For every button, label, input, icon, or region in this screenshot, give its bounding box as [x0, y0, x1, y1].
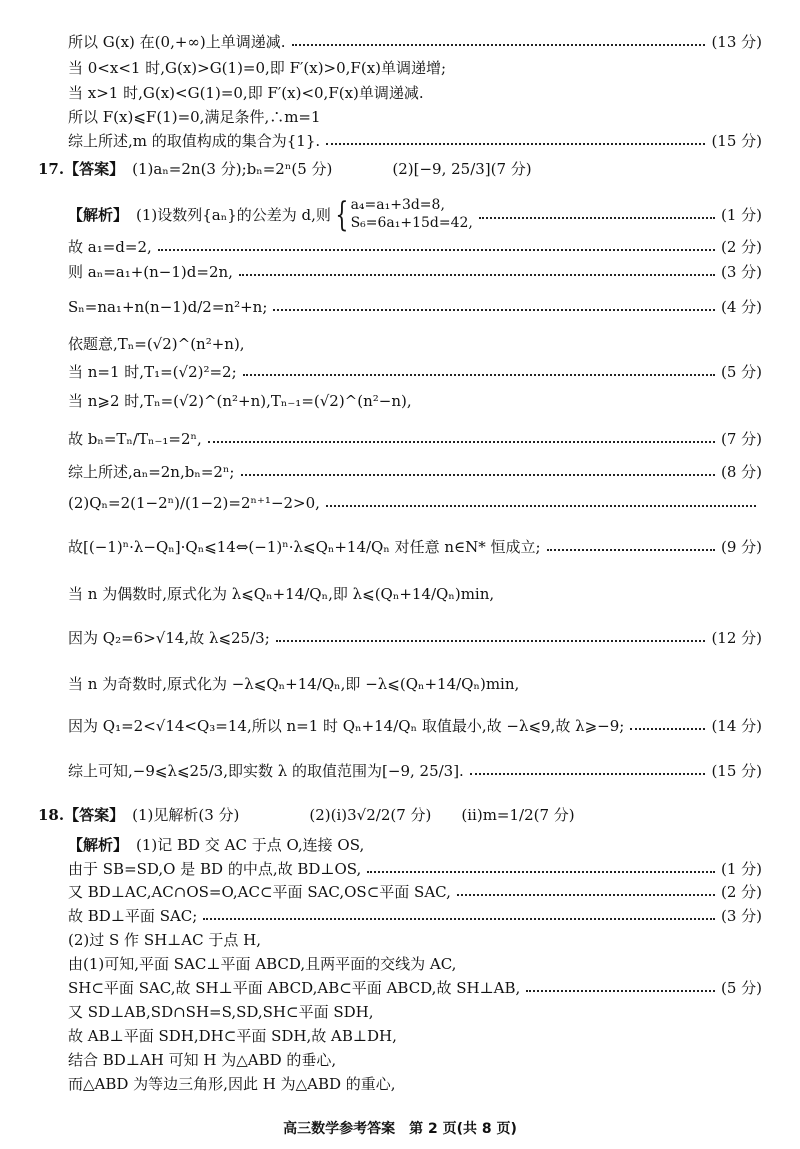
text-line: 综上可知,−9⩽λ⩽25/3,即实数 λ 的取值范围为[−9, 25/3]. (15 分): [68, 762, 762, 780]
dot-leader: [292, 44, 706, 46]
dot-leader: [630, 728, 705, 730]
text-line: 又 BD⊥AC,AC∩OS=O,AC⊂平面 SAC,OS⊂平面 SAC, (2 分): [68, 883, 762, 901]
text-line: 故 AB⊥平面 SDH,DH⊂平面 SDH,故 AB⊥DH,: [68, 1027, 397, 1045]
dot-leader: [239, 274, 715, 276]
dot-leader: [276, 640, 706, 642]
q18-answer-line: [38, 806, 762, 824]
text-line: 依题意,Tₙ=(√2)^(n²+n),: [68, 335, 245, 353]
q18-analysis-intro: 【解析】 (1)记 BD 交 AC 于点 O,连接 OS,: [68, 836, 365, 854]
dot-leader: [158, 249, 715, 251]
text-line: 当 n⩾2 时,Tₙ=(√2)^(n²+n),Tₙ₋₁=(√2)^(n²−n),: [68, 392, 412, 410]
answer-part1: (1)aₙ=2n(3 分);bₙ=2ⁿ(5 分): [132, 160, 333, 178]
text-line: 所以 G(x) 在(0,+∞)上单调递减. (13 分): [68, 33, 762, 51]
dot-leader: [457, 894, 715, 896]
text-line: (2)Qₙ=2(1−2ⁿ)/(1−2)=2ⁿ⁺¹−2>0,: [68, 494, 762, 512]
answer-part2: (2)(i)3√2/2(7 分): [309, 806, 432, 824]
text-line: 故[(−1)ⁿ·λ−Qₙ]·Qₙ⩽14⇔(−1)ⁿ·λ⩽Qₙ+14/Qₙ 对任意 n∈N* 恒成立; (9 分): [68, 538, 762, 556]
text-line: 因为 Q₂=6>√14,故 λ⩽25/3; (12 分): [68, 629, 762, 647]
text-line: 当 n 为奇数时,原式化为 −λ⩽Qₙ+14/Qₙ,即 −λ⩽(Qₙ+14/Qₙ)min,: [68, 675, 520, 693]
text-line: Sₙ=na₁+n(n−1)d/2=n²+n; (4 分): [68, 298, 762, 316]
q17-analysis-intro: 【解析】 (1)设数列{aₙ}的公差为 d,则 { a₄=a₁+3d=8, S₆=6a₁+15d=42, (1 分): [68, 194, 762, 235]
q17-answer-line: [38, 160, 762, 178]
dot-leader: [526, 990, 715, 992]
text-line: 而△ABD 为等边三角形,因此 H 为△ABD 的重心,: [68, 1075, 396, 1093]
text-line: 则 aₙ=a₁+(n−1)d=2n, (3 分): [68, 263, 762, 281]
dot-leader: [273, 309, 715, 311]
answer-label: 【答案】: [64, 806, 125, 824]
text-line: 所以 F(x)⩽F(1)=0,满足条件,∴m=1: [68, 108, 321, 126]
answer-part1: (1)见解析(3 分): [132, 806, 240, 824]
text-line: 综上所述,aₙ=2n,bₙ=2ⁿ; (8 分): [68, 463, 762, 481]
text-line: SH⊂平面 SAC,故 SH⊥平面 ABCD,AB⊂平面 ABCD,故 SH⊥AB, (5 分): [68, 979, 762, 997]
score: (13 分): [711, 33, 762, 51]
text-line: 当 n=1 时,T₁=(√2)²=2; (5 分): [68, 363, 762, 381]
dot-leader: [470, 773, 706, 775]
dot-leader: [243, 374, 715, 376]
question-number: 17.: [38, 160, 65, 178]
dot-leader: [208, 441, 715, 443]
score: (15 分): [711, 132, 762, 150]
text-line: 又 SD⊥AB,SD∩SH=S,SD,SH⊂平面 SDH,: [68, 1003, 374, 1021]
text-line: 由(1)可知,平面 SAC⊥平面 ABCD,且两平面的交线为 AC,: [68, 955, 457, 973]
analysis-label: 【解析】: [68, 836, 129, 854]
dot-leader: [203, 918, 715, 920]
dot-leader: [547, 549, 715, 551]
answer-label: 【答案】: [64, 160, 125, 178]
dot-leader: [367, 871, 715, 873]
dot-leader: [241, 474, 715, 476]
dot-leader: [326, 143, 705, 145]
text-line: 故 bₙ=Tₙ/Tₙ₋₁=2ⁿ, (7 分): [68, 430, 762, 448]
question-number: 18.: [38, 806, 65, 824]
text-line: 结合 BD⊥AH 可知 H 为△ABD 的垂心,: [68, 1051, 337, 1069]
text-line: (2)过 S 作 SH⊥AC 于点 H,: [68, 931, 261, 949]
text-line: 因为 Q₁=2<√14<Q₃=14,所以 n=1 时 Qₙ+14/Qₙ 取值最小,故 −λ⩽9,故 λ⩾−9; (14 分): [68, 717, 762, 735]
text-line: 当 x>1 时,G(x)<G(1)=0,即 F′(x)<0,F(x)单调递减.: [68, 84, 424, 102]
text-line: 当 n 为偶数时,原式化为 λ⩽Qₙ+14/Qₙ,即 λ⩽(Qₙ+14/Qₙ)min,: [68, 585, 495, 603]
analysis-label: 【解析】: [68, 205, 129, 224]
left-brace-icon: {: [335, 194, 349, 235]
page-footer: 高三数学参考答案 第 2 页(共 8 页): [283, 1121, 517, 1137]
dot-leader: [326, 505, 756, 507]
dot-leader: [479, 217, 715, 219]
score: (1 分): [720, 205, 762, 224]
text-line: 当 0<x<1 时,G(x)>G(1)=0,即 F′(x)>0,F(x)单调递增;: [68, 59, 447, 77]
answer-part2: (2)[−9, 25/3](7 分): [392, 160, 532, 178]
text-line: 故 BD⊥平面 SAC; (3 分): [68, 907, 762, 925]
answer-part3: (ii)m=1/2(7 分): [461, 806, 575, 824]
text-line: 由于 SB=SD,O 是 BD 的中点,故 BD⊥OS, (1 分): [68, 860, 762, 878]
equation-system: { a₄=a₁+3d=8, S₆=6a₁+15d=42,: [335, 194, 473, 235]
text-line: 综上所述,m 的取值构成的集合为{1}. (15 分): [68, 132, 762, 150]
text-line: 故 a₁=d=2, (2 分): [68, 238, 762, 256]
